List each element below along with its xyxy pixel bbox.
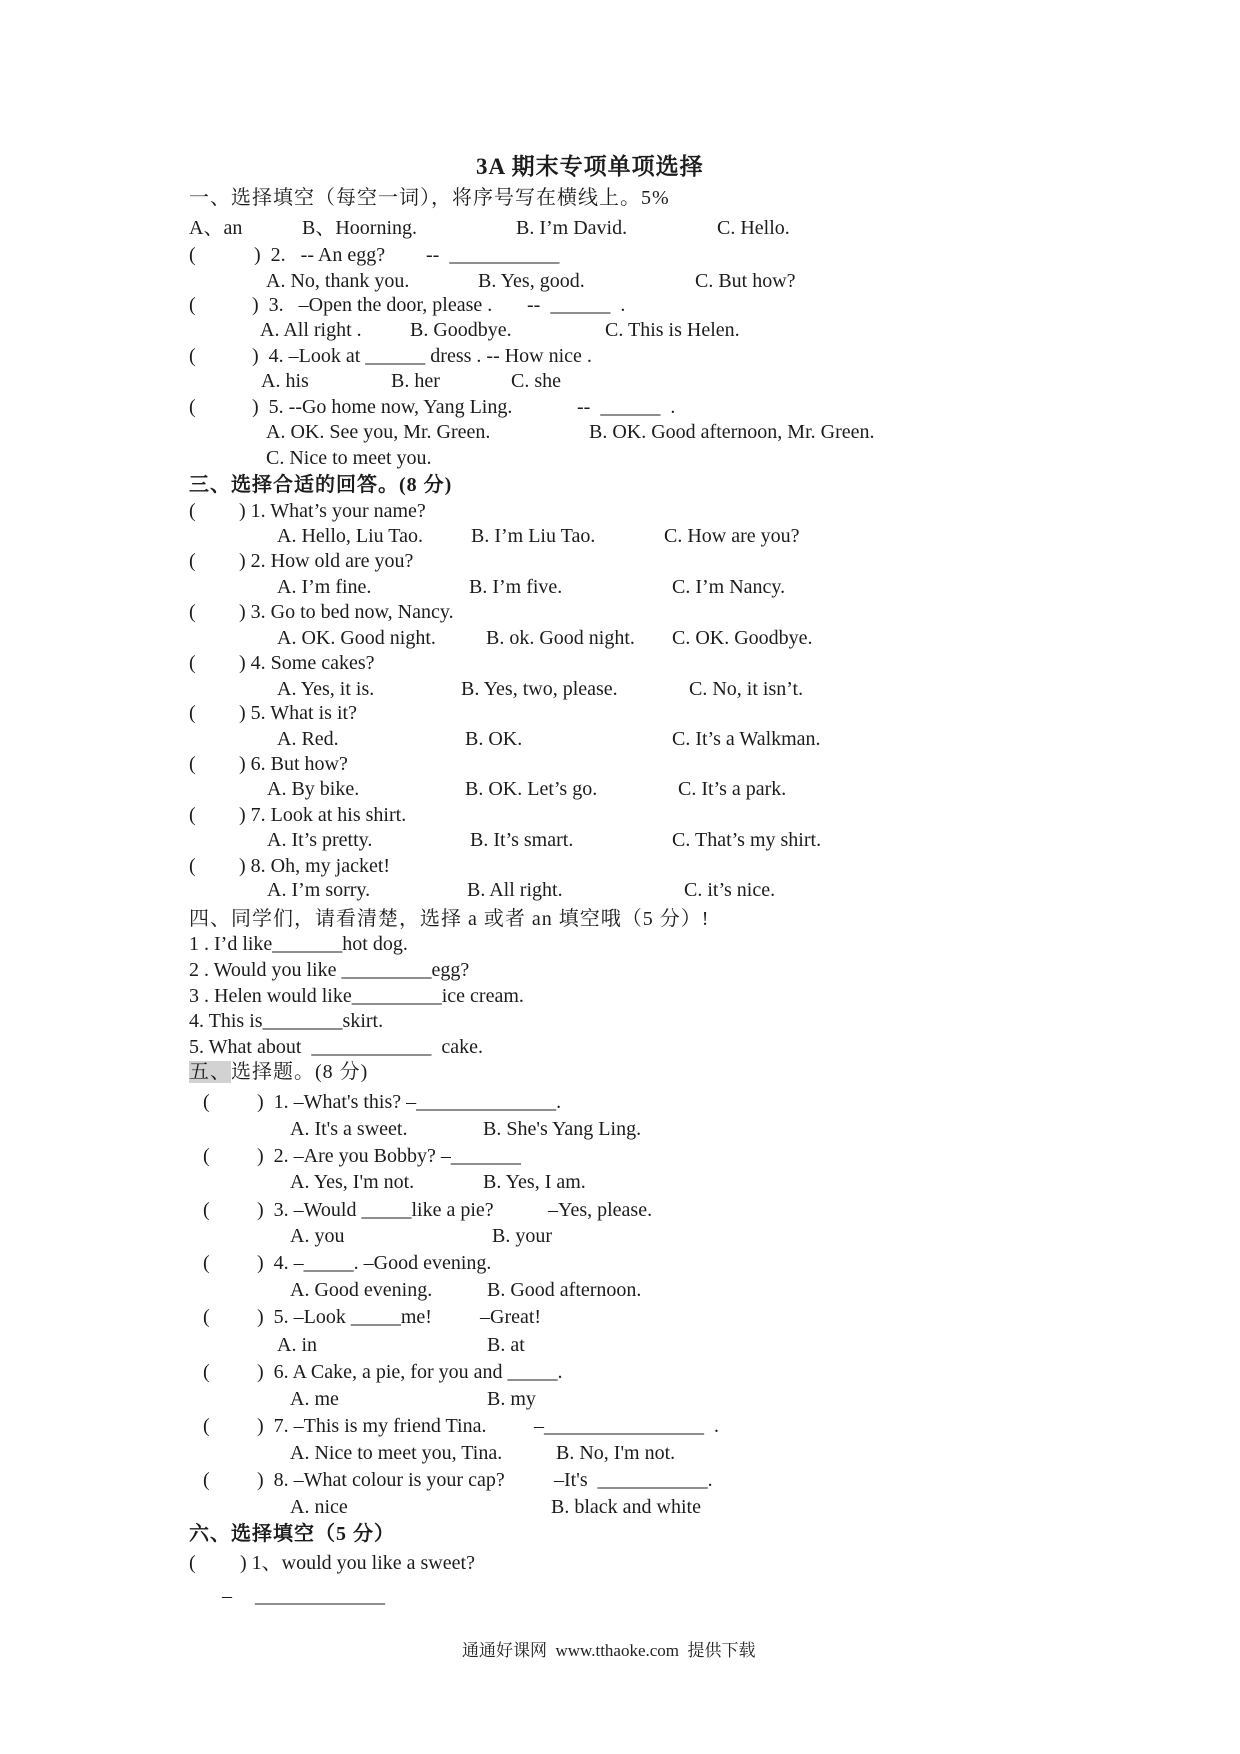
word-bank-option: B. I’m David. <box>516 217 628 239</box>
answer-option: C. How are you? <box>664 525 800 547</box>
answer-option: A. It’s pretty. <box>267 829 373 851</box>
question-row <box>0 803 1240 827</box>
section-5-heading-text: 选择题。(8 分) <box>231 1061 369 1083</box>
answer-paren: ( <box>189 804 196 826</box>
question-stem: ) 2. How old are you? <box>239 550 414 572</box>
question-stem: ) 8. –What colour is your cap? <box>257 1469 505 1491</box>
options-row <box>0 626 1240 650</box>
answer-option: B. She's Yang Ling. <box>483 1118 642 1140</box>
options-row <box>0 878 1240 902</box>
section-1-heading-row <box>0 186 1240 210</box>
answer-option: C. Nice to meet you. <box>266 447 432 469</box>
question-row <box>0 1251 1240 1275</box>
fill-item-row <box>0 1009 1240 1033</box>
question-reply: –Yes, please. <box>548 1199 653 1221</box>
options-row <box>0 727 1240 751</box>
options-row <box>0 1117 1240 1141</box>
question-reply: -- ______ . <box>527 294 626 316</box>
question-row <box>0 499 1240 523</box>
question-stem: ) 1. What’s your name? <box>239 500 426 522</box>
answer-option: B. It’s smart. <box>470 829 574 851</box>
question-row <box>0 395 1240 419</box>
question-row <box>0 549 1240 573</box>
question-row <box>0 293 1240 317</box>
answer-option: A. OK. Good night. <box>277 627 436 649</box>
answer-paren: ( <box>189 1552 196 1574</box>
question-stem: ) 2. -- An egg? <box>254 244 386 266</box>
answer-option: B. Goodbye. <box>410 319 512 341</box>
options-row <box>0 1495 1240 1519</box>
options-row <box>0 269 1240 293</box>
answer-paren: ( <box>189 753 196 775</box>
answer-option: C. This is Helen. <box>605 319 740 341</box>
answer-option: C. she <box>511 370 561 392</box>
question-row <box>0 600 1240 624</box>
options-row <box>0 828 1240 852</box>
answer-option: C. I’m Nancy. <box>672 576 786 598</box>
question-stem: ) 5. --Go home now, Yang Ling. <box>252 396 513 418</box>
question-reply: –________________ . <box>534 1415 719 1437</box>
question-row <box>0 1468 1240 1492</box>
options-row <box>0 1170 1240 1194</box>
answer-option: B. I’m five. <box>469 576 563 598</box>
section-4-heading: 四、同学们，请看清楚，选择 a 或者 an 填空哦（5 分）! <box>189 908 710 930</box>
question-reply: –Great! <box>480 1306 542 1328</box>
answer-option: A. in <box>277 1334 317 1356</box>
question-stem: ) 1、would you like a sweet? <box>240 1552 475 1574</box>
answer-option: C. That’s my shirt. <box>672 829 822 851</box>
question-stem: ) 5. –Look _____me! <box>257 1306 432 1328</box>
fill-item: 1 . I’d like_______hot dog. <box>189 933 408 955</box>
answer-option: B. OK. <box>465 728 523 750</box>
answer-option: C. No, it isn’t. <box>689 678 804 700</box>
question-row <box>0 1551 1240 1575</box>
fill-item-row <box>0 932 1240 956</box>
answer-option: A. Yes, I'm not. <box>290 1171 415 1193</box>
answer-line-row <box>0 1584 1240 1608</box>
answer-option: A. nice <box>290 1496 348 1518</box>
answer-option: A. No, thank you. <box>266 270 410 292</box>
options-row <box>0 420 1240 444</box>
answer-option: B. No, I'm not. <box>556 1442 676 1464</box>
word-bank-option: A、an <box>189 217 243 239</box>
answer-option: B. ok. Good night. <box>486 627 635 649</box>
answer-option: B. at <box>487 1334 525 1356</box>
question-stem: ) 4. –Look at ______ dress . -- How nice . <box>252 345 592 367</box>
answer-option: A. Red. <box>277 728 339 750</box>
question-row <box>0 344 1240 368</box>
section-6-heading: 六、选择填空（5 分） <box>189 1523 395 1545</box>
fill-item-row <box>0 958 1240 982</box>
options-row <box>0 1387 1240 1411</box>
question-stem: ) 4. –_____. –Good evening. <box>257 1252 492 1274</box>
section-1-word-bank <box>0 216 1240 240</box>
answer-paren: ( <box>203 1415 210 1437</box>
section-5-heading <box>189 1060 368 1084</box>
fill-item: 4. This is________skirt. <box>189 1010 384 1032</box>
answer-option: A. Nice to meet you, Tina. <box>290 1442 503 1464</box>
answer-option: C. It’s a Walkman. <box>672 728 821 750</box>
word-bank-option: B、Hoorning. <box>302 217 417 239</box>
answer-option: B. OK. Good afternoon, Mr. Green. <box>589 421 875 443</box>
answer-option: A. By bike. <box>267 778 360 800</box>
options-row <box>0 369 1240 393</box>
answer-paren: ( <box>189 652 196 674</box>
answer-option: A. I’m fine. <box>277 576 372 598</box>
fill-item: 3 . Helen would like_________ice cream. <box>189 985 524 1007</box>
question-row <box>0 1360 1240 1384</box>
question-row <box>0 1144 1240 1168</box>
section-3-heading: 三、选择合适的回答。(8 分) <box>189 474 453 496</box>
answer-paren: ( <box>203 1306 210 1328</box>
question-stem: ) 6. But how? <box>239 753 348 775</box>
answer-paren: ( <box>189 855 196 877</box>
fill-item-row <box>0 1035 1240 1059</box>
answer-option: B. Good afternoon. <box>487 1279 642 1301</box>
question-stem: ) 3. Go to bed now, Nancy. <box>239 601 454 623</box>
fill-item-row <box>0 984 1240 1008</box>
options-row <box>0 677 1240 701</box>
answer-option: B. Yes, two, please. <box>461 678 618 700</box>
question-row <box>0 1414 1240 1438</box>
document-title: 3A 期末专项单项选择 <box>476 154 704 179</box>
fill-item: 2 . Would you like _________egg? <box>189 959 470 981</box>
section-4-heading-row <box>0 907 1240 931</box>
question-stem: ) 4. Some cakes? <box>239 652 375 674</box>
question-stem: ) 5. What is it? <box>239 702 357 724</box>
answer-option: C. But how? <box>695 270 796 292</box>
question-stem: ) 2. –Are you Bobby? –_______ <box>257 1145 521 1167</box>
question-row <box>0 243 1240 267</box>
section-6-heading-row <box>0 1522 1240 1546</box>
question-reply: -- ______ . <box>577 396 676 418</box>
question-reply: -- ___________ <box>426 244 560 266</box>
answer-option: A. Good evening. <box>290 1279 433 1301</box>
options-row <box>0 446 1240 470</box>
answer-option: B. I’m Liu Tao. <box>471 525 596 547</box>
answer-option: A. I’m sorry. <box>267 879 371 901</box>
fill-item: 5. What about ____________ cake. <box>189 1036 484 1058</box>
answer-paren: ( <box>203 1091 210 1113</box>
answer-option: B. her <box>391 370 440 392</box>
answer-option: A. OK. See you, Mr. Green. <box>266 421 491 443</box>
answer-option: A. It's a sweet. <box>290 1118 408 1140</box>
question-row <box>0 854 1240 878</box>
section-5-heading-row <box>0 1060 1240 1084</box>
answer-paren: ( <box>189 550 196 572</box>
answer-option: C. it’s nice. <box>684 879 776 901</box>
answer-blank: _____________ <box>255 1585 385 1607</box>
answer-option: A. me <box>290 1388 339 1410</box>
question-row <box>0 1090 1240 1114</box>
options-row <box>0 524 1240 548</box>
answer-paren: ( <box>189 500 196 522</box>
answer-option: A. his <box>261 370 309 392</box>
answer-paren: ( <box>203 1145 210 1167</box>
answer-paren: ( <box>203 1252 210 1274</box>
answer-option: B. Yes, I am. <box>483 1171 586 1193</box>
answer-paren: ( <box>203 1361 210 1383</box>
section-5-number-highlight: 五、 <box>189 1061 231 1083</box>
question-stem: ) 1. –What's this? –______________. <box>257 1091 562 1113</box>
answer-paren: ( <box>189 294 196 316</box>
options-row <box>0 1333 1240 1357</box>
answer-paren: ( <box>189 702 196 724</box>
answer-paren: ( <box>189 244 196 266</box>
options-row <box>0 575 1240 599</box>
answer-option: B. All right. <box>467 879 563 901</box>
question-stem: ) 8. Oh, my jacket! <box>239 855 391 877</box>
options-row <box>0 318 1240 342</box>
word-bank-option: C. Hello. <box>717 217 790 239</box>
answer-option: A. you <box>290 1225 345 1247</box>
answer-paren: ( <box>189 396 196 418</box>
question-row <box>0 1305 1240 1329</box>
question-row <box>0 651 1240 675</box>
answer-option: C. OK. Goodbye. <box>672 627 813 649</box>
answer-paren: ( <box>203 1469 210 1491</box>
answer-option: A. Hello, Liu Tao. <box>277 525 423 547</box>
answer-paren: ( <box>203 1199 210 1221</box>
answer-option: C. It’s a park. <box>678 778 787 800</box>
answer-dash: – <box>222 1585 232 1607</box>
question-stem: ) 3. –Would _____like a pie? <box>257 1199 494 1221</box>
question-stem: ) 6. A Cake, a pie, for you and _____. <box>257 1361 563 1383</box>
question-row <box>0 1198 1240 1222</box>
answer-option: B. my <box>487 1388 536 1410</box>
question-stem: ) 3. –Open the door, please . <box>252 294 493 316</box>
answer-option: B. black and white <box>551 1496 701 1518</box>
options-row <box>0 1224 1240 1248</box>
question-row <box>0 752 1240 776</box>
answer-option: B. OK. Let’s go. <box>465 778 598 800</box>
question-stem: ) 7. –This is my friend Tina. <box>257 1415 487 1437</box>
question-stem: ) 7. Look at his shirt. <box>239 804 407 826</box>
answer-paren: ( <box>189 601 196 623</box>
question-row <box>0 701 1240 725</box>
answer-option: B. your <box>492 1225 552 1247</box>
question-reply: –It's ___________. <box>554 1469 713 1491</box>
answer-option: A. Yes, it is. <box>277 678 375 700</box>
options-row <box>0 1278 1240 1302</box>
answer-paren: ( <box>189 345 196 367</box>
options-row <box>0 1441 1240 1465</box>
section-3-heading-row <box>0 473 1240 497</box>
answer-option: B. Yes, good. <box>478 270 585 292</box>
answer-option: A. All right . <box>260 319 362 341</box>
options-row <box>0 777 1240 801</box>
section-1-heading: 一、选择填空（每空一词），将序号写在横线上。5% <box>189 187 670 209</box>
footer-source: 通通好课网 www.tthaoke.com 提供下载 <box>462 1641 756 1660</box>
